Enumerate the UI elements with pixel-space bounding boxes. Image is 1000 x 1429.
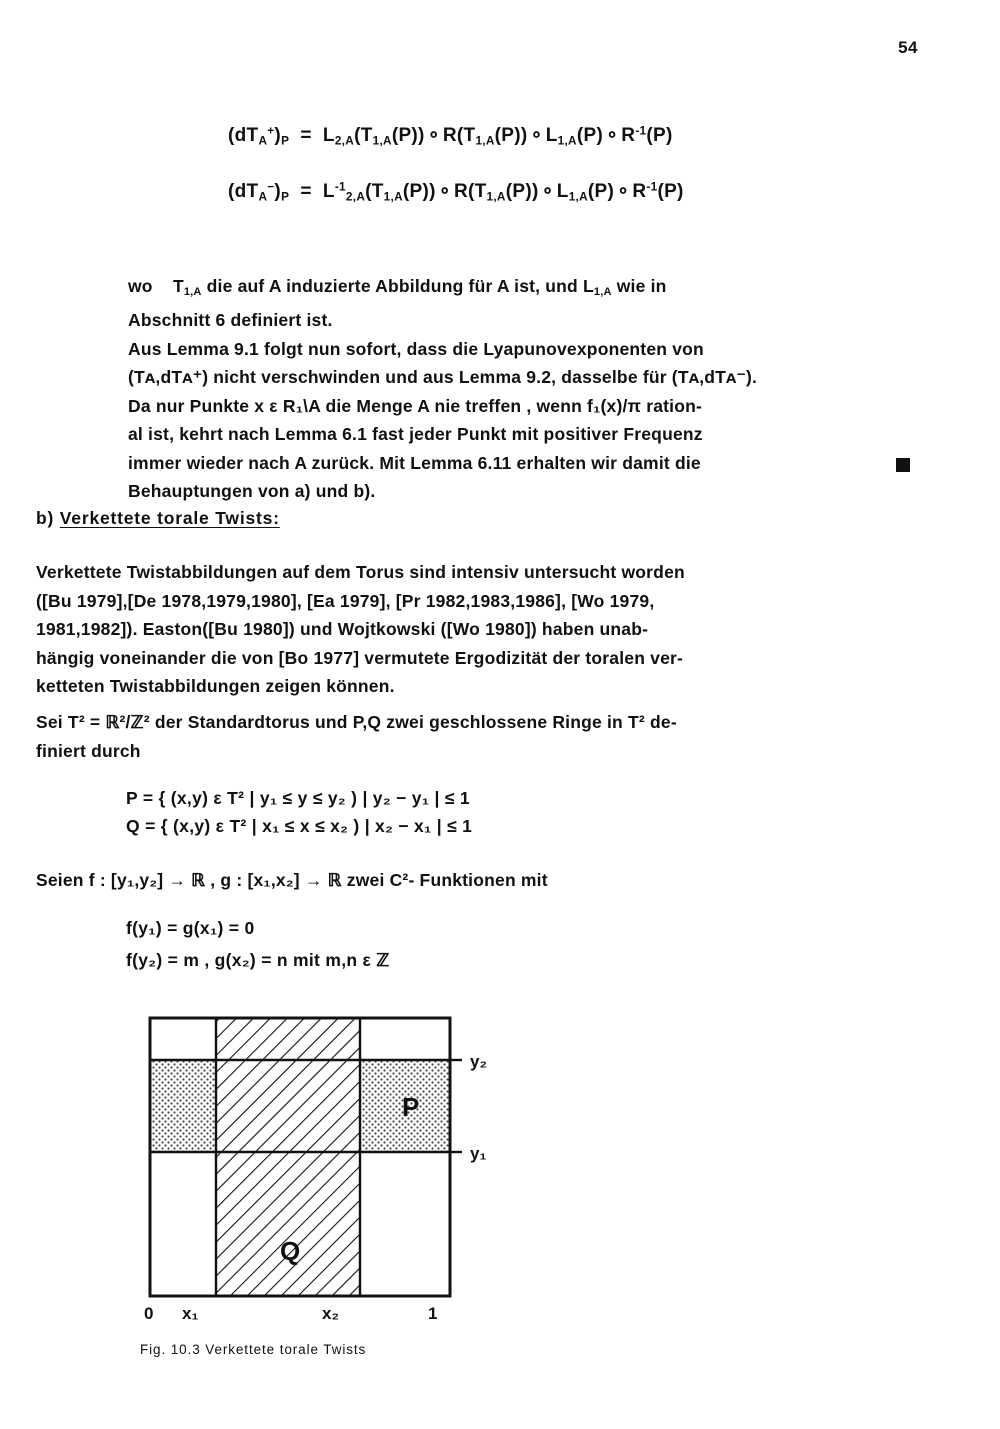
paragraph-line: Sei T² = ℝ²/ℤ² der Standardtorus und P,Q zwei geschlossene Ringe in T² de- bbox=[36, 712, 677, 732]
paragraph-line: 1981,1982]). Easton([Bu 1980]) und Wojtkowski ([Wo 1980]) haben unab- bbox=[36, 619, 649, 639]
paragraph-line: wo $T_{1,A}$ die auf A induzierte Abbildung für A ist, und $L_{1,A}$ wie in bbox=[128, 276, 667, 298]
paragraph-functions bbox=[36, 866, 920, 895]
figure-axis-label-x2: x₂ bbox=[322, 1304, 340, 1323]
figure-axis-label-1: 1 bbox=[428, 1304, 438, 1323]
equation-dT-plus: $(dT_A^+)_P = L_{2,A}(T_{1,A}(P))$ ∘ $R(T_{1,A}(P))$ ∘ $L_{1,A}(P)$ ∘ $R^{-1}(P)$ bbox=[228, 124, 673, 148]
paragraph-line: (Tᴀ,dTᴀ⁺) nicht verschwinden und aus Lemma 9.2, dasselbe für (Tᴀ,dTᴀ⁻). bbox=[128, 367, 758, 388]
section-marker: b) bbox=[36, 508, 55, 528]
definition-ring-Q: Q = { (x,y) ε T² | x₁ ≤ x ≤ x₂ ) | x₂ − x₁ | ≤ 1 bbox=[126, 816, 473, 836]
function-value-line-1: f(y₁) = g(x₁) = 0 bbox=[126, 918, 255, 938]
paragraph-line: Da nur Punkte x ε R₁\A die Menge A nie treffen , wenn f₁(x)/π ration- bbox=[128, 395, 703, 416]
section-title: Verkettete torale Twists: bbox=[59, 508, 280, 528]
figure-axis-label-y2: y₂ bbox=[470, 1052, 488, 1071]
function-value-line-2: f(y₂) = m , g(x₂) = n mit m,n ε ℤ bbox=[126, 950, 390, 970]
figure-label-P: P bbox=[402, 1092, 420, 1122]
paragraph-line: Behauptungen von a) und b). bbox=[128, 481, 376, 502]
equation-dT-minus: $(dT_A^-)_P = L^{-1}_{2,A}(T_{1,A}(P))$ ∘ $R(T_{1,A}(P))$ ∘ $L_{1,A}(P)$ ∘ $R^{-1}(P)$ bbox=[228, 180, 684, 204]
figure-label-Q: Q bbox=[280, 1236, 301, 1266]
paragraph-line: al ist, kehrt nach Lemma 6.1 fast jeder Punkt mit positiver Frequenz bbox=[128, 424, 703, 445]
paragraph-line: hängig voneinander die von [Bo 1977] vermutete Ergodizität der toralen ver- bbox=[36, 647, 684, 668]
figure-axis-label-x1: x₁ bbox=[182, 1304, 199, 1323]
figure-torus-diagram bbox=[140, 1012, 510, 1302]
figure-axis-label-y1: y₁ bbox=[470, 1144, 487, 1163]
paragraph-line: Abschnitt 6 definiert ist. bbox=[128, 310, 333, 331]
proof-end-marker bbox=[896, 458, 910, 472]
page-number: 54 bbox=[898, 38, 918, 57]
paragraph-line: Aus Lemma 9.1 folgt nun sofort, dass die Lyapunovexponenten von bbox=[128, 338, 704, 359]
figure-axis-label-0: 0 bbox=[144, 1304, 154, 1323]
definition-ring-P: P = { (x,y) ε T² | y₁ ≤ y ≤ y₂ ) | y₂ − y₁ | ≤ 1 bbox=[126, 788, 470, 808]
paragraph-line: Seien f : [y₁,y₂] → ℝ , g : [x₁,x₂] → ℝ zwei C²- Funktionen mit bbox=[36, 870, 548, 890]
paragraph-line: ketteten Twistabbildungen zeigen können. bbox=[36, 676, 395, 696]
paragraph-line: finiert durch bbox=[36, 740, 141, 761]
paragraph-line: ([Bu 1979],[De 1978,1979,1980], [Ea 1979], [Pr 1982,1983,1986], [Wo 1979, bbox=[36, 590, 655, 611]
figure-caption: Fig. 10.3 Verkettete torale Twists bbox=[140, 1342, 367, 1357]
figure-10-3 bbox=[140, 1012, 510, 1323]
paragraph-lemma-discussion bbox=[128, 272, 918, 506]
paragraph-twist-maps bbox=[36, 558, 920, 701]
paragraph-line: Verkettete Twistabbildungen auf dem Torus sind intensiv untersucht worden bbox=[36, 562, 685, 582]
paragraph-line: immer wieder nach A zurück. Mit Lemma 6.11 erhalten wir damit die bbox=[128, 452, 701, 473]
section-heading-b bbox=[36, 508, 280, 529]
paragraph-standard-torus bbox=[36, 708, 920, 765]
